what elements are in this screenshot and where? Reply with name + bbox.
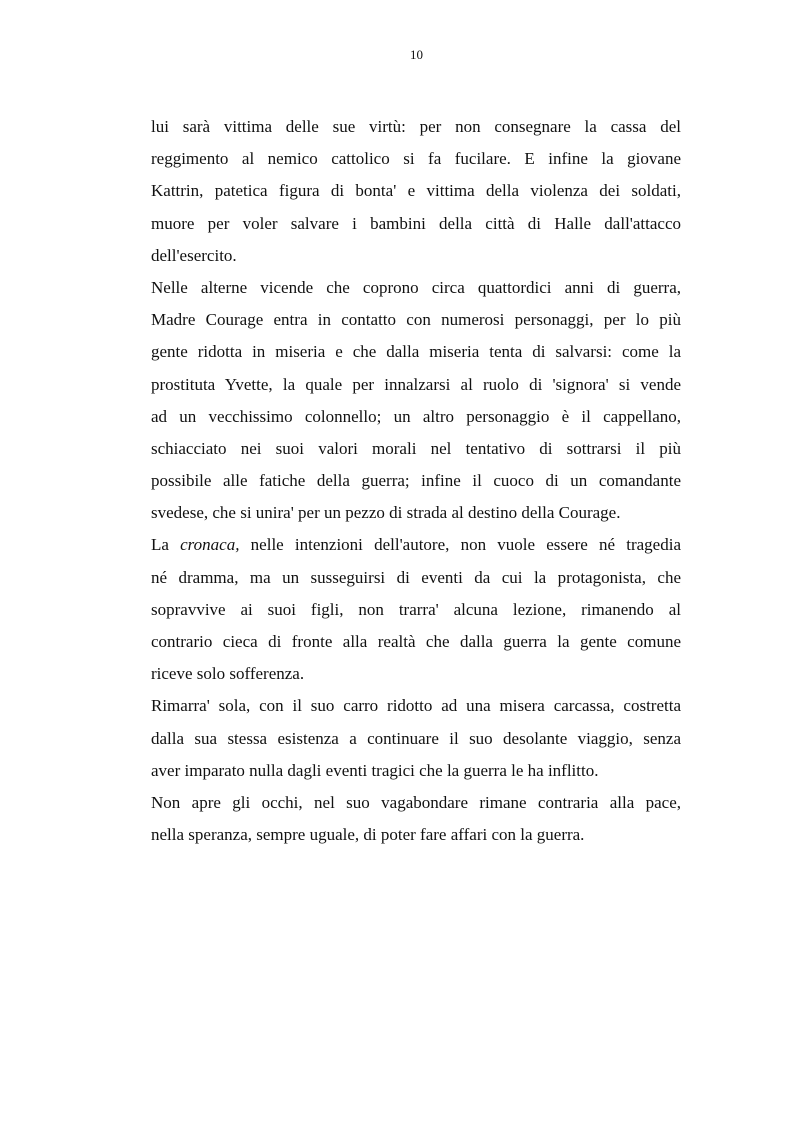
text-line: prostituta Yvette, la quale per innalzarsi al ruolo di 'signora' si vende — [151, 374, 681, 394]
text-line: sopravvive ai suoi figli, non trarra' alcuna lezione, rimanendo al — [151, 599, 681, 619]
text-line: svedese, che si unira' per un pezzo di strada al destino della Courage. — [151, 503, 621, 523]
page-number: 10 — [410, 47, 423, 62]
text-line: riceve solo sofferenza. — [151, 664, 305, 684]
text-line — [151, 529, 681, 561]
text-line: lui sarà vittima delle sue virtù: per non consegnare la cassa del — [151, 117, 681, 136]
text-line: Rimarra' sola, con il suo carro ridotto ad una misera carcassa, costretta — [151, 696, 681, 716]
text-line: possibile alle fatiche della guerra; infine il cuoco di un comandante — [151, 471, 681, 491]
text-line: gente ridotta in miseria e che dalla miseria tenta di salvarsi: come la — [151, 342, 681, 362]
text-line: aver imparato nulla dagli eventi tragici che la guerra le ha inflitto. — [151, 760, 599, 780]
italic-title: cronaca, — [180, 535, 240, 555]
text-line: Non apre gli occhi, nel suo vagabondare rimane contraria alla pace, — [151, 792, 681, 812]
text-line: nella speranza, sempre uguale, di poter fare affari con la guerra. — [151, 825, 585, 845]
text-line: dalla sua stessa esistenza a continuare il suo desolante viaggio, senza — [151, 728, 681, 748]
text-line: Nelle alterne vicende che coprono circa quattordici anni di guerra, — [151, 277, 681, 297]
body-text — [151, 111, 681, 851]
text-line: schiacciato nei suoi valori morali nel tentativo di sottrarsi il più — [151, 438, 681, 458]
text-line: contrario cieca di fronte alla realtà che dalla guerra la gente comune — [151, 632, 681, 651]
text-segment: nelle intenzioni dell'autore, non vuole essere né tragedia — [239, 535, 681, 555]
text-line: reggimento al nemico cattolico si fa fucilare. E infine la giovane — [151, 149, 681, 169]
text-line: Kattrin, patetica figura di bonta' e vittima della violenza dei soldati, — [151, 181, 681, 201]
text-line: né dramma, ma un susseguirsi di eventi da cui la protagonista, che — [151, 567, 681, 587]
text-line: dell'esercito. — [151, 245, 237, 265]
text-line: muore per voler salvare i bambini della città di Halle dall'attacco — [151, 213, 681, 233]
text-line: Madre Courage entra in contatto con numerosi personaggi, per lo più — [151, 310, 681, 330]
text-line: ad un vecchissimo colonnello; un altro personaggio è il cappellano, — [151, 406, 681, 426]
text-segment: La — [151, 535, 181, 555]
